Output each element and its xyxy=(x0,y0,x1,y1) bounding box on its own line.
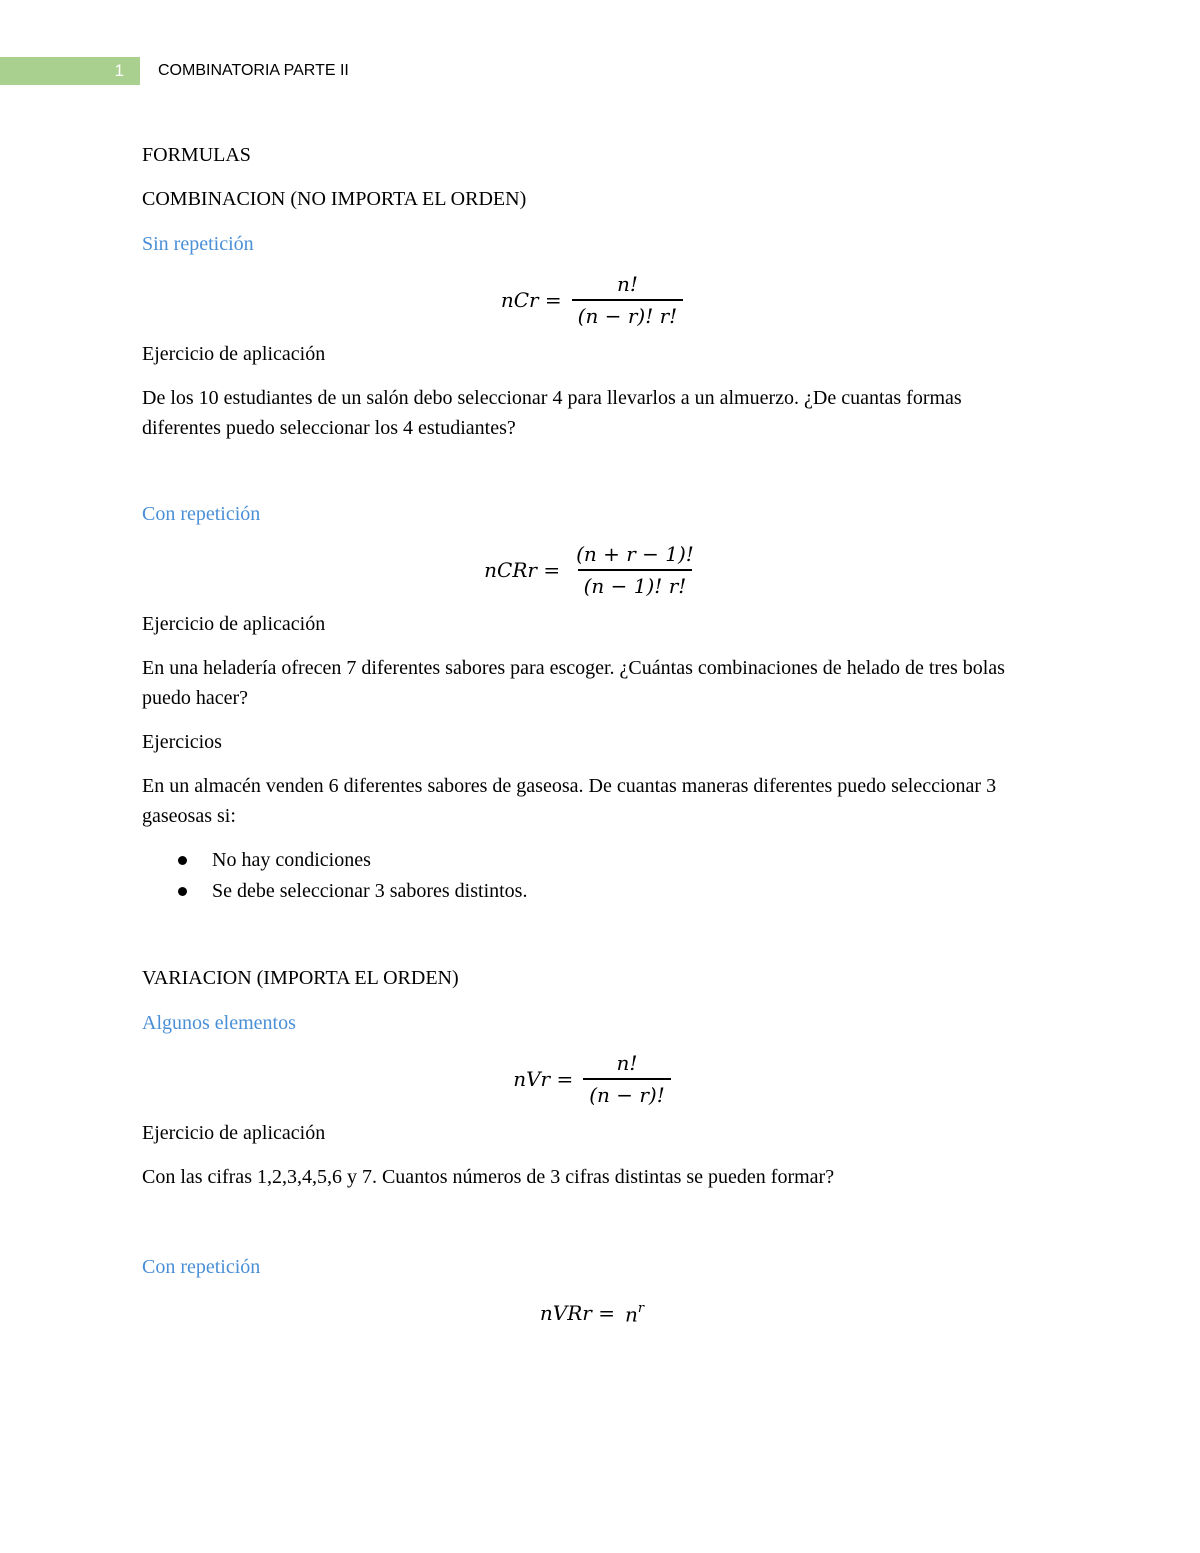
algunos-elementos-subheading: Algunos elementos xyxy=(142,1012,296,1034)
example-label: Ejercicio de aplicación xyxy=(142,1122,326,1144)
exercise-conditions-list xyxy=(142,845,1042,907)
formula-denominator: (n − r)! xyxy=(583,1078,671,1108)
document-body xyxy=(142,140,1042,1330)
page-number: 1 xyxy=(114,61,124,80)
document-title: COMBINATORIA PARTE II xyxy=(158,62,349,79)
formula-fraction xyxy=(572,271,684,329)
example-label: Ejercicio de aplicación xyxy=(142,343,326,365)
combinacion-heading: COMBINACION (NO IMPORTA EL ORDEN) xyxy=(142,188,527,210)
formula-power xyxy=(625,1296,644,1330)
combination-repetition-formula xyxy=(142,541,1042,599)
formula-numerator: n! xyxy=(616,272,638,296)
example-text: De los 10 estudiantes de un salón debo seleccionar 4 para llevarlos a un almuerzo. ¿De cuantas formas diferentes puedo seleccionar los 4 estudiantes? xyxy=(142,387,962,439)
con-repeticion-subheading: Con repetición xyxy=(142,503,261,525)
combination-formula xyxy=(142,271,1042,329)
exercises-label: Ejercicios xyxy=(142,731,222,753)
formula-lhs: nCRr = xyxy=(484,558,561,582)
formula-numerator: n! xyxy=(616,1051,638,1075)
formula-denominator: (n − r)! r! xyxy=(572,299,684,329)
formula-lhs: nVr = xyxy=(513,1067,574,1091)
example-text: En una heladería ofrecen 7 diferentes sabores para escoger. ¿Cuántas combinaciones de helado de tres bolas puedo hacer? xyxy=(142,657,1005,709)
formula-fraction xyxy=(583,1050,671,1108)
list-item: Se debe seleccionar 3 sabores distintos. xyxy=(212,876,1042,907)
formula-numerator: (n + r − 1)! xyxy=(576,542,694,566)
formula-base: n xyxy=(624,1302,638,1327)
example-text: Con las cifras 1,2,3,4,5,6 y 7. Cuantos números de 3 cifras distintas se pueden formar? xyxy=(142,1166,835,1188)
variation-repetition-formula xyxy=(142,1296,1042,1330)
exercises-text: En un almacén venden 6 diferentes sabores de gaseosa. De cuantas maneras diferentes puedo seleccionar 3 gaseosas si: xyxy=(142,775,997,827)
formula-exponent: r xyxy=(637,1301,645,1316)
example-label: Ejercicio de aplicación xyxy=(142,613,326,635)
variation-formula xyxy=(142,1050,1042,1108)
formulas-heading: FORMULAS xyxy=(142,144,251,166)
formula-lhs: nCr = xyxy=(500,288,562,312)
formula-lhs: nVRr = xyxy=(539,1300,615,1325)
variacion-con-repeticion-subheading: Con repetición xyxy=(142,1256,261,1278)
formula-denominator: (n − 1)! r! xyxy=(578,569,693,599)
formula-fraction xyxy=(570,541,700,599)
variacion-heading: VARIACION (IMPORTA EL ORDEN) xyxy=(142,967,459,989)
list-item: No hay condiciones xyxy=(212,845,1042,876)
sin-repeticion-subheading: Sin repetición xyxy=(142,233,254,255)
